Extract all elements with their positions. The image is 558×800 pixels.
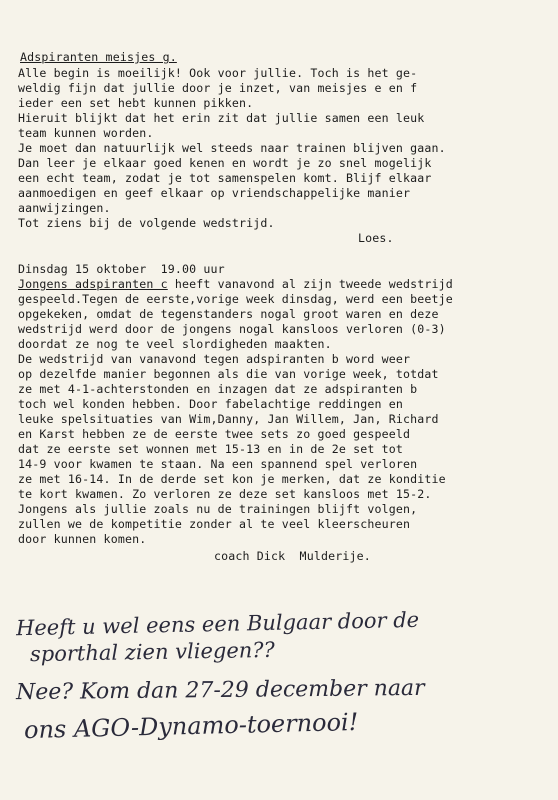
section2-line: te kort kwamen. Zo verloren ze deze set kansloos met 15-2. (18, 487, 432, 501)
section2-first-line (18, 277, 453, 292)
section2-line: 14-9 voor kwamen te staan. Na een spannend spel verloren (18, 457, 418, 471)
section1-line: Hieruit blijkt dat het erin zit dat jullie samen een leuk (18, 111, 425, 125)
section1-heading: Adspiranten meisjes g. (20, 50, 177, 64)
handwritten-line: ons AGO-Dynamo-toernooi! (23, 707, 359, 745)
section1-line: aanwijzingen. (18, 201, 111, 215)
team-name-continuation: heeft vanavond al zijn tweede wedstrijd (167, 277, 453, 291)
section1-line: Je moet dan natuurlijk wel steeds naar trainen blijven gaan. (18, 141, 446, 155)
section2-line: op dezelfde manier begonnen als die van vorige week, totdat (18, 367, 439, 381)
handwritten-line: Nee? Kom dan 27-29 december naar (15, 675, 425, 706)
section2-line: opgekeken, omdat de tegenstanders nogal groot waren en deze (18, 307, 439, 321)
section2-line: Jongens als jullie zoals nu de trainingen blijft volgen, (18, 502, 418, 516)
section2-line: ze met 16-14. In de derde set kon je merken, dat ze konditie (18, 472, 446, 486)
section2-line: en Karst hebben ze de eerste twee sets zo goed gespeeld (18, 427, 411, 441)
handwritten-line: Heeft u wel eens een Bulgaar door de (15, 607, 420, 641)
section2-line: gespeeld.Tegen de eerste,vorige week dinsdag, werd een beetje (18, 292, 453, 306)
section1-line: team kunnen worden. (18, 126, 154, 140)
section2-line: toch wel konden hebben. Door fabelachtige reddingen en (18, 397, 404, 411)
section2-signature: coach Dick Mulderije. (214, 549, 371, 563)
section2-line: ze met 4-1-achterstonden en inzagen dat ze adspiranten b (18, 382, 418, 396)
section1-line: aanmoedigen en geef elkaar op vriendschappelijke manier (18, 186, 411, 200)
section2-line: leuke spelsituaties van Wim,Danny, Jan Willem, Jan, Richard (18, 412, 439, 426)
section2-line: wedstrijd werd door de jongens nogal kansloos verloren (0-3) (18, 322, 446, 336)
section1-line: een echt team, zodat je tot samenspelen komt. Blijf elkaar (18, 171, 432, 185)
section2-dateline: Dinsdag 15 oktober 19.00 uur (18, 262, 225, 276)
section2-line: De wedstrijd van vanavond tegen adspiranten b word weer (18, 352, 411, 366)
section1-line: Tot ziens bij de volgende wedstrijd. (18, 216, 275, 230)
section1-line: ieder een set hebt kunnen pikken. (18, 96, 254, 110)
section2-line: zullen we de kompetitie zonder al te veel kleerscheuren (18, 517, 411, 531)
handwritten-line: sporthal zien vliegen?? (29, 637, 276, 667)
section1-signature: Loes. (358, 231, 394, 245)
team-name: Jongens adspiranten c (18, 277, 168, 291)
section2-line: dat ze eerste set wonnen met 15-13 en in de 2e set tot (18, 442, 404, 456)
section2-line: doordat ze nog te veel slordigheden maakten. (18, 337, 332, 351)
section1-line: Alle begin is moeilijk! Ook voor jullie. Toch is het ge- (18, 66, 418, 80)
section1-line: Dan leer je elkaar goed kenen en wordt je zo snel mogelijk (18, 156, 432, 170)
section2-line: door kunnen komen. (18, 532, 147, 546)
section1-line: weldig fijn dat jullie door je inzet, van meisjes e en f (18, 81, 418, 95)
